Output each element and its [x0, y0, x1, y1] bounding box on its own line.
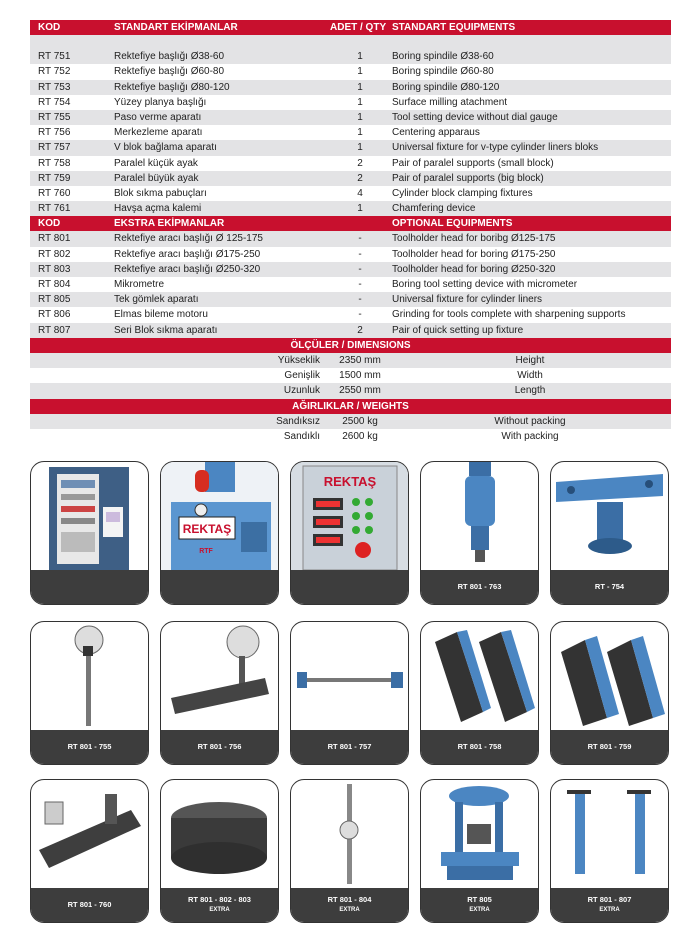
product-code: RT - 754 [594, 582, 625, 591]
cylinder-liner-fixture-icon [421, 780, 538, 890]
header-kod: KOD [38, 218, 61, 230]
item-qty: - [358, 294, 362, 306]
item-code: RT 758 [38, 157, 71, 169]
item-name-tr: Rektefiye başlığı Ø80-120 [114, 81, 230, 93]
item-qty: - [358, 279, 362, 290]
product-code: RT 801 - 756 [197, 742, 242, 751]
item-code: RT 761 [38, 203, 71, 215]
product-code: RT 805 [467, 895, 492, 904]
product-card[interactable] [550, 779, 669, 923]
product-card[interactable] [290, 621, 409, 765]
header-extra-tr: EKSTRA EKİPMANLAR [114, 218, 225, 230]
item-name-tr: Blok sıkma pabuçları [114, 187, 207, 199]
extra-header-row [30, 216, 671, 231]
item-code: RT 754 [38, 96, 71, 108]
item-qty: 1 [357, 111, 363, 123]
machine-brand-text: REKTAŞ [182, 522, 232, 536]
dimension-name-tr: Uzunluk [283, 385, 320, 397]
spacer-row [30, 35, 671, 49]
item-name-tr: Merkezleme aparatı [114, 127, 203, 139]
product-card[interactable] [420, 461, 539, 605]
item-name-tr: Rektefiye aracı başlığı Ø175-250 [114, 248, 261, 260]
product-code: RT 801 - 802 - 803 [188, 895, 251, 904]
item-name-en: Universal fixture for v-type cylinder liners bloks [392, 142, 599, 154]
item-code: RT 752 [38, 66, 71, 78]
product-label-bar [291, 570, 408, 604]
product-extra-tag: EXTRA [599, 907, 620, 913]
product-label-bar [31, 570, 148, 604]
item-code: RT 803 [38, 263, 71, 275]
electrical-cabinet-photo [31, 462, 148, 572]
item-name-tr: Paso verme aparatı [114, 111, 202, 123]
item-qty: 2 [357, 157, 363, 169]
standard-item-row [30, 186, 671, 201]
dimension-row [30, 383, 671, 398]
product-code: RT 801 - 757 [327, 742, 372, 751]
item-name-tr: Seri Blok sıkma aparatı [114, 324, 218, 336]
weight-row [30, 414, 671, 429]
item-name-tr: Rektefiye başlığı Ø60-80 [114, 66, 225, 78]
block-clamp-icon [31, 780, 148, 890]
product-label-bar [161, 570, 278, 604]
item-qty: 1 [357, 142, 363, 154]
standard-item-row [30, 125, 671, 140]
item-name-tr: Havşa açma kalemi [114, 203, 202, 215]
product-code: RT 801 - 759 [587, 742, 632, 751]
standard-item-row [30, 49, 671, 64]
product-label-bar [421, 730, 538, 764]
extra-item-row [30, 262, 671, 277]
product-label-bar [31, 888, 148, 922]
item-name-tr: Paralel büyük ayak [114, 172, 199, 184]
product-card[interactable] [160, 461, 279, 605]
item-name-tr: Rektefiye başlığı Ø38-60 [114, 51, 225, 63]
product-card[interactable] [420, 621, 539, 765]
product-card[interactable] [160, 779, 279, 923]
item-qty: 4 [357, 187, 363, 199]
product-code: RT 801 - 804 [327, 895, 372, 904]
item-name-en: Boring spindile Ø60-80 [392, 66, 494, 78]
standard-item-row [30, 64, 671, 79]
item-name-tr: V blok bağlama aparatı [114, 142, 217, 154]
dimension-row [30, 368, 671, 383]
item-name-en: Boring spindile Ø80-120 [392, 81, 500, 93]
product-extra-tag: EXTRA [469, 907, 490, 913]
product-grid [30, 461, 672, 950]
item-code: RT 806 [38, 309, 71, 321]
product-label-bar [551, 730, 668, 764]
standard-header-row [30, 20, 671, 35]
item-qty: - [358, 248, 362, 260]
weight-name-tr: Sandıklı [283, 430, 320, 442]
v-block-fixture-icon [291, 622, 408, 732]
product-code: RT 801 - 760 [67, 900, 112, 909]
weight-name-en: With packing [501, 430, 559, 442]
item-name-en: Centering apparaus [392, 127, 480, 139]
surface-milling-icon [551, 462, 668, 572]
dimension-name-tr: Genişlik [284, 370, 320, 382]
item-name-en: Universal fixture for cylinder liners [392, 294, 543, 306]
panel-brand-text: REKTAŞ [323, 474, 377, 489]
control-panel-photo [291, 462, 408, 572]
item-name-en: Pair of paralel supports (big block) [392, 172, 544, 184]
item-name-en: Boring tool setting device with micrometer [392, 279, 578, 290]
quick-setting-fixture-icon [551, 780, 668, 890]
dimension-row [30, 353, 671, 368]
dimensions-header-row: ÖLÇÜLER / DIMENSIONS [30, 338, 671, 353]
standard-item-row [30, 80, 671, 95]
product-label-bar [291, 730, 408, 764]
item-name-en: Cylinder block clamping fixtures [392, 187, 533, 199]
dimension-value: 1500 mm [339, 370, 381, 382]
extra-item-row [30, 231, 671, 246]
weight-name-en: Without packing [494, 415, 566, 427]
weights-header-row: AĞIRLIKLAR / WEIGHTS [30, 399, 671, 414]
weight-rows [30, 414, 671, 444]
extra-item-row [30, 247, 671, 262]
product-card[interactable] [160, 621, 279, 765]
item-name-en: Toolholder head for boring Ø175-250 [392, 248, 556, 260]
weight-value: 2600 kg [342, 430, 378, 442]
item-qty: 2 [357, 172, 363, 184]
boring-spindle-icon [421, 462, 538, 572]
product-card[interactable] [550, 461, 669, 605]
item-qty: - [358, 309, 362, 321]
product-card[interactable] [290, 461, 409, 605]
standard-item-row [30, 171, 671, 186]
product-label-bar [291, 888, 408, 922]
item-qty: - [358, 263, 362, 275]
standard-rows [30, 49, 671, 216]
product-extra-tag: EXTRA [209, 907, 230, 913]
product-card[interactable] [290, 779, 409, 923]
item-code: RT 755 [38, 111, 71, 123]
item-code: RT 802 [38, 248, 71, 260]
extra-rows [30, 231, 671, 337]
item-code: RT 805 [38, 294, 71, 306]
parallel-support-small-icon [421, 622, 538, 732]
machine-model-text: RTF [199, 548, 213, 555]
weight-row [30, 429, 671, 444]
dimension-name-en: Length [514, 385, 546, 397]
item-name-tr: Paralel küçük ayak [114, 157, 198, 169]
product-label-bar [161, 730, 278, 764]
item-name-tr: Tek gömlek aparatı [114, 294, 199, 306]
product-code: RT 801 - 763 [457, 582, 502, 591]
standard-item-row [30, 95, 671, 110]
machine-head-photo [161, 462, 278, 572]
item-name-tr: Yüzey planya başlığı [114, 96, 207, 108]
header-qty: ADET / QTY [330, 22, 387, 33]
item-name-en: Tool setting device without dial gauge [392, 111, 558, 123]
item-qty: 1 [357, 96, 363, 108]
item-qty: 1 [357, 203, 363, 215]
dimension-value: 2550 mm [339, 385, 381, 397]
weight-value: 2500 kg [342, 415, 378, 427]
dial-gauge-icon [31, 622, 148, 732]
item-name-en: Boring spindile Ø38-60 [392, 51, 494, 63]
header-extra-en: OPTIONAL EQUIPMENTS [392, 218, 513, 230]
product-extra-tag: EXTRA [339, 907, 360, 913]
product-card[interactable] [30, 461, 149, 605]
item-code: RT 807 [38, 324, 71, 336]
product-label-bar [551, 570, 668, 604]
item-name-tr: Elmas bileme motoru [114, 309, 208, 321]
item-name-en: Chamfering device [392, 203, 476, 215]
item-code: RT 753 [38, 81, 71, 93]
item-qty: 1 [357, 81, 363, 93]
header-standard-tr: STANDART EKİPMANLAR [114, 22, 238, 33]
dimension-value: 2350 mm [339, 354, 381, 366]
item-code: RT 757 [38, 142, 71, 154]
item-code: RT 759 [38, 172, 71, 184]
item-code: RT 804 [38, 279, 71, 290]
standard-item-row [30, 156, 671, 171]
header-standard-en: STANDART EQUIPMENTS [392, 22, 516, 33]
header-kod: KOD [38, 22, 61, 33]
item-code: RT 760 [38, 187, 71, 199]
item-name-en: Toolholder head for boribg Ø125-175 [392, 233, 556, 245]
dimension-name-en: Width [517, 370, 543, 382]
item-qty: 2 [357, 324, 363, 336]
item-code: RT 801 [38, 233, 71, 245]
item-qty: 1 [357, 51, 363, 63]
product-card[interactable] [30, 779, 149, 923]
dimension-rows [30, 353, 671, 399]
item-name-tr: Rektefiye aracı başlığı Ø250-320 [114, 263, 261, 275]
item-name-en: Pair of paralel supports (small block) [392, 157, 554, 169]
item-name-en: Surface milling atachment [392, 96, 508, 108]
product-card[interactable] [550, 621, 669, 765]
item-name-tr: Rektefiye aracı başlığı Ø 125-175 [114, 233, 263, 245]
micrometer-icon [291, 780, 408, 890]
item-qty: - [358, 233, 362, 245]
spec-table [30, 20, 671, 444]
product-label-bar [421, 888, 538, 922]
product-card[interactable] [30, 621, 149, 765]
item-qty: 1 [357, 127, 363, 139]
item-name-en: Grinding for tools complete with sharpening supports [392, 309, 626, 321]
extra-item-row [30, 292, 671, 307]
extra-item-row [30, 323, 671, 338]
product-code: RT 801 - 807 [587, 895, 632, 904]
toolholder-head-icon [161, 780, 278, 890]
item-code: RT 756 [38, 127, 71, 139]
dimension-name-en: Height [515, 354, 545, 366]
product-label-bar [161, 888, 278, 922]
product-card[interactable] [420, 779, 539, 923]
parallel-support-big-icon [551, 622, 668, 732]
dimension-name-tr: Yükseklik [277, 354, 320, 366]
standard-item-row [30, 140, 671, 155]
item-name-en: Toolholder head for boring Ø250-320 [392, 263, 556, 275]
extra-item-row [30, 277, 671, 292]
product-code: RT 801 - 758 [457, 742, 502, 751]
item-name-en: Pair of quick setting up fixture [392, 324, 524, 336]
item-code: RT 751 [38, 51, 71, 63]
item-name-tr: Mikrometre [114, 279, 165, 290]
product-label-bar [551, 888, 668, 922]
standard-item-row [30, 110, 671, 125]
product-code: RT 801 - 755 [67, 742, 112, 751]
extra-item-row [30, 307, 671, 322]
product-label-bar [421, 570, 538, 604]
centering-apparatus-icon [161, 622, 278, 732]
item-qty: 1 [357, 66, 363, 78]
product-label-bar [31, 730, 148, 764]
weight-name-tr: Sandıksız [276, 415, 320, 427]
standard-item-row [30, 201, 671, 216]
